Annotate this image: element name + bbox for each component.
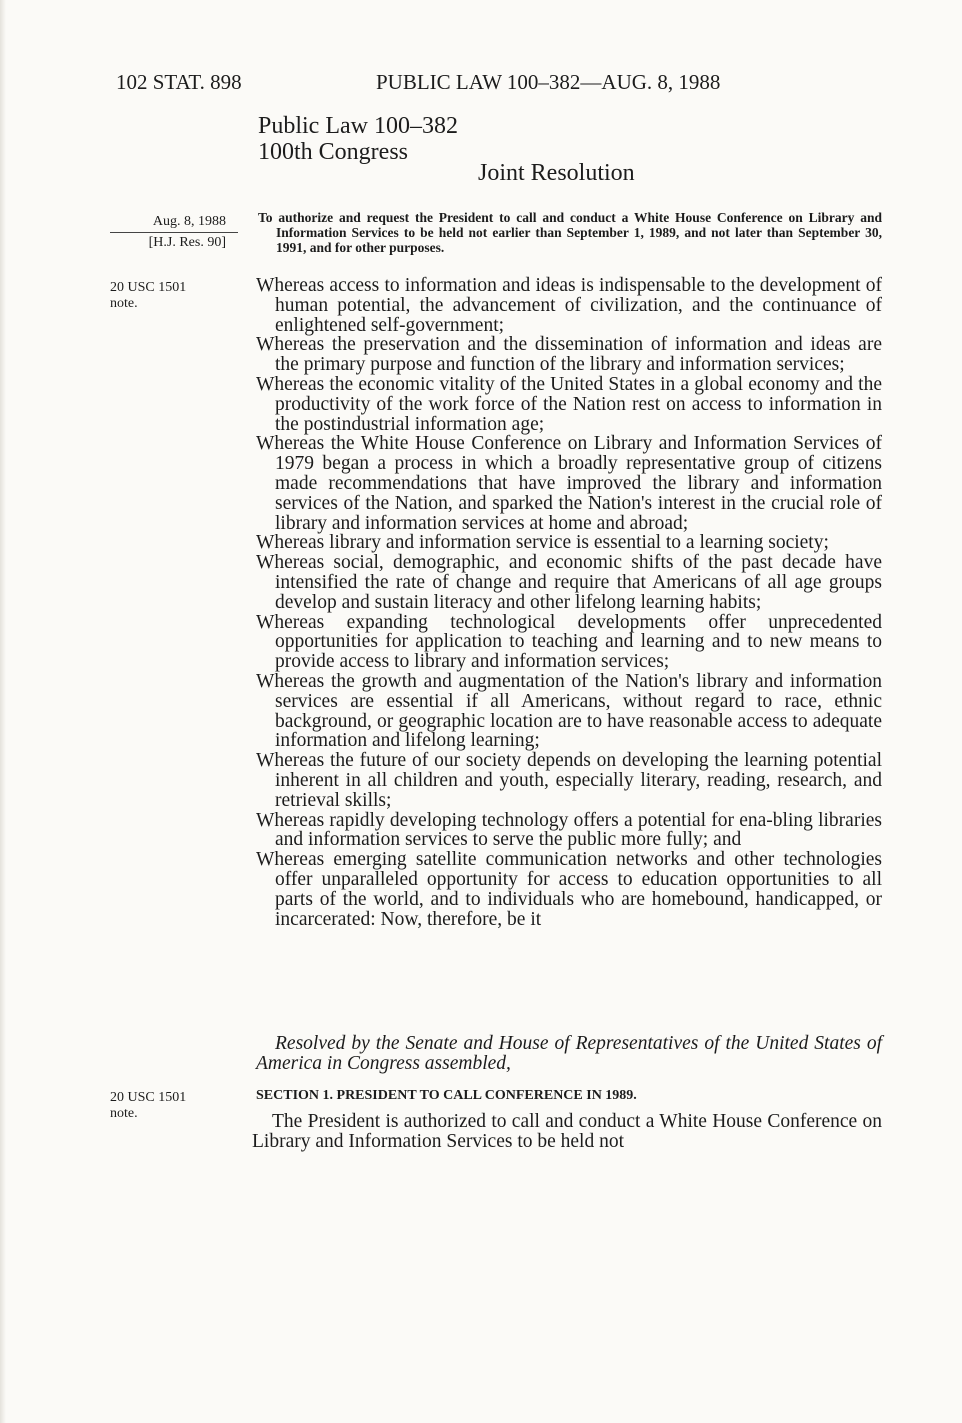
usc-citation-note: note. <box>110 296 138 311</box>
whereas-clause: Whereas rapidly developing technology offers a potential for ena-bling libraries and information services to serve the public more fully; and <box>256 809 882 851</box>
whereas-clause: Whereas the preservation and the dissemination of information and ideas are the primary purpose and function of the library and information services; <box>256 334 882 376</box>
whereas-clause: Whereas the economic vitality of the United States in a global economy and the productivity of the work force of the Nation rest on access to information in the postindustrial information age; <box>256 373 882 435</box>
bill-number: [H.J. Res. 90] <box>148 235 226 250</box>
margin-date-block <box>110 214 238 251</box>
law-title-block <box>258 113 458 165</box>
enactment-date: Aug. 8, 1988 <box>110 214 238 233</box>
margin-usc-note-1 <box>110 280 238 312</box>
law-number: Public Law 100–382 <box>258 113 458 139</box>
section-1-body: The President is authorized to call and conduct a White House Conference on Library and Information Services to be held not <box>252 1111 882 1152</box>
whereas-clause: Whereas the future of our society depends on developing the learning potential inherent in all children and youth, especially literary, reading, research, and retrieval skills; <box>256 750 882 811</box>
whereas-clause: Whereas social, demographic, and economic shifts of the past decade have intensified the rate of change and require that Americans of all age groups develop and sustain literacy and other lifelong learning habits; <box>256 552 882 613</box>
page-edge-shadow <box>0 0 6 1423</box>
whereas-clause: Whereas expanding technological developments offer unprecedented opportunities for application to teaching and learning and to new means to provide access to library and information services; <box>256 611 882 673</box>
whereas-clause: Whereas the growth and augmentation of the Nation's library and information services are essential if all Americans, without regard to race, ethnic background, or geographic location are to have reasonable access to adequate information and lifelong learning; <box>256 670 882 752</box>
running-title: PUBLIC LAW 100–382—AUG. 8, 1988 <box>376 70 721 94</box>
stat-page-number: 102 STAT. 898 <box>116 70 242 94</box>
whereas-clause: Whereas emerging satellite communication networks and other technologies offer unparalleled opportunity for access to education opportunities to all parts of the world, and to individuals who are homebound, handicapped, or incarcerated: Now, therefore, be it <box>256 849 882 930</box>
margin-usc-note-2 <box>110 1090 238 1122</box>
whereas-clause: Whereas the White House Conference on Library and Information Services of 1979 began a process in which a broadly representative group of citizens made recommendations that have improved the library and information services of the Nation, and sparked the Nation's interest in the crucial role of library and information services at home and abroad; <box>256 433 882 534</box>
purpose-statement: To authorize and request the President to call and conduct a White House Conference on Library and Information Services to be held not earlier than September 1, 1989, and not later than September 30, 1991, and for other purposes. <box>258 210 882 255</box>
usc-citation-note: note. <box>110 1106 138 1121</box>
whereas-clause: Whereas library and information service is essential to a learning society; <box>256 532 829 554</box>
resolution-type: Joint Resolution <box>478 160 635 186</box>
resolving-clause: Resolved by the Senate and House of Representatives of the United States of America in Congress assembled, <box>256 1033 882 1074</box>
congress-number: 100th Congress <box>258 139 408 165</box>
usc-citation: 20 USC 1501 <box>110 1090 187 1105</box>
whereas-clauses <box>256 276 882 929</box>
section-1-heading: SECTION 1. PRESIDENT TO CALL CONFERENCE IN 1989. <box>256 1088 637 1103</box>
whereas-clause: Whereas access to information and ideas is indispensable to the development of human potential, the advancement of civilization, and the continuance of enlightened self-government; <box>256 275 882 336</box>
usc-citation: 20 USC 1501 <box>110 280 187 295</box>
